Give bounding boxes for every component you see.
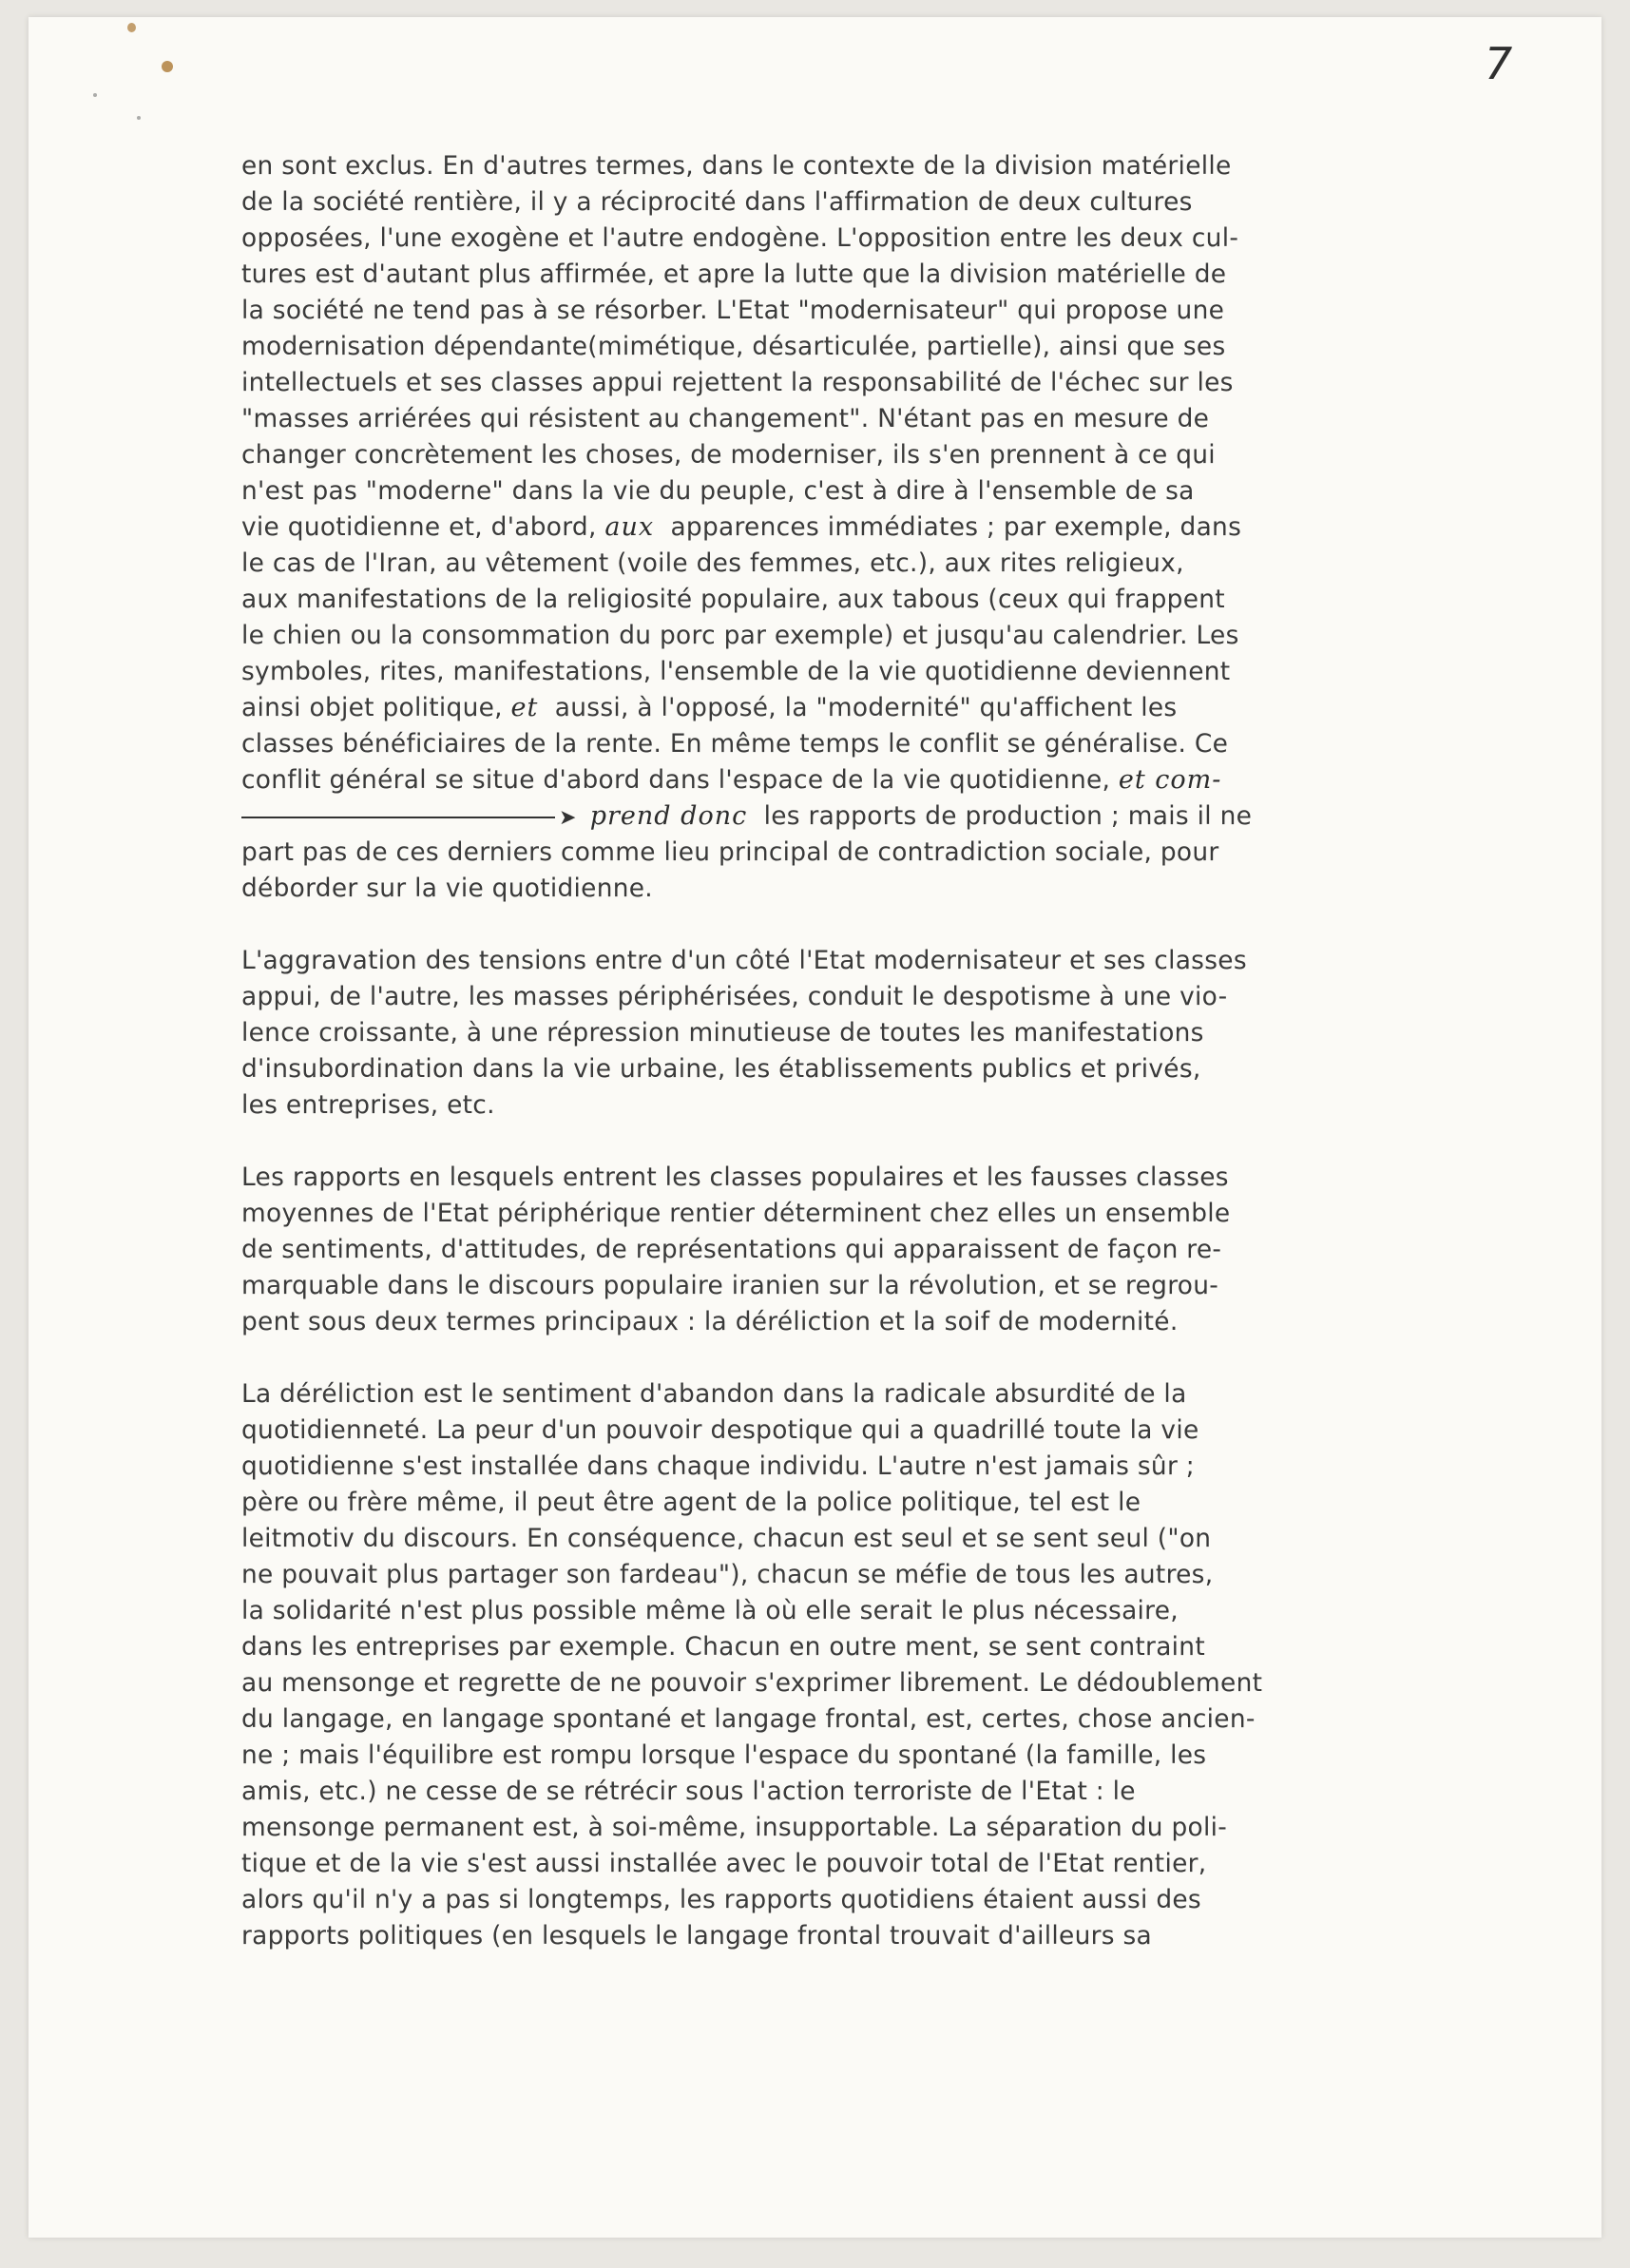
text-line: la société ne tend pas à se résorber. L'Etat "modernisateur" qui propose une bbox=[241, 296, 1225, 325]
text-line: ne pouvait plus partager son fardeau"), chacun se méfie de tous les autres, bbox=[241, 1560, 1214, 1589]
text-line: le chien ou la consommation du porc par exemple) et jusqu'au calendrier. Les bbox=[241, 621, 1239, 650]
text-line: Les rapports en lesquels entrent les classes populaires et les fausses classes bbox=[241, 1163, 1229, 1192]
text-line: "masses arriérées qui résistent au changement". N'étant pas en mesure de bbox=[241, 404, 1210, 433]
stain-mark bbox=[93, 93, 97, 97]
stain-mark bbox=[162, 61, 173, 72]
text-line: leitmotiv du discours. En conséquence, chacun est seul et se sent seul ("on bbox=[241, 1524, 1212, 1553]
text-line: tique et de la vie s'est aussi installée avec le pouvoir total de l'Etat rentier, bbox=[241, 1849, 1207, 1878]
text-line: vie quotidienne et, d'abord, aux apparences immédiates ; par exemple, dans bbox=[241, 512, 1242, 542]
text-line: conflit général se situe d'abord dans l'espace de la vie quotidienne, et com- bbox=[241, 765, 1222, 795]
text-line: déborder sur la vie quotidienne. bbox=[241, 874, 653, 903]
page-number: 7 bbox=[1485, 38, 1513, 89]
text-line: tures est d'autant plus affirmée, et apre la lutte que la division matérielle de bbox=[241, 259, 1227, 289]
paragraph-gap bbox=[241, 1124, 1572, 1160]
paragraph bbox=[241, 1160, 1572, 1340]
text-line: alors qu'il n'y a pas si longtemps, les rapports quotidiens étaient aussi des bbox=[241, 1885, 1201, 1914]
paragraph bbox=[241, 148, 1572, 509]
text-line: au mensonge et regrette de ne pouvoir s'exprimer librement. Le dédoublement bbox=[241, 1668, 1263, 1698]
text-line: ne ; mais l'équilibre est rompu lorsque l'espace du spontané (la famille, les bbox=[241, 1740, 1207, 1770]
paragraph bbox=[241, 835, 1572, 907]
text-line: du langage, en langage spontané et langage frontal, est, certes, chose ancien- bbox=[241, 1704, 1256, 1734]
handwritten-insertion: prend donc bbox=[589, 801, 748, 831]
text-line: intellectuels et ses classes appui rejettent la responsabilité de l'échec sur les bbox=[241, 368, 1234, 397]
text-line: dans les entreprises par exemple. Chacun en outre ment, se sent contraint bbox=[241, 1632, 1205, 1662]
text-line: de la société rentière, il y a réciprocité dans l'affirmation de deux cultures bbox=[241, 187, 1193, 217]
text-line: la solidarité n'est plus possible même là où elle serait le plus nécessaire, bbox=[241, 1596, 1179, 1625]
handwritten-insertion: aux bbox=[604, 512, 655, 542]
text-line: marquable dans le discours populaire iranien sur la révolution, et se regrou- bbox=[241, 1271, 1219, 1300]
text-line: lence croissante, à une répression minutieuse de toutes les manifestations bbox=[241, 1018, 1204, 1048]
text-line: quotidienne s'est installée dans chaque individu. L'autre n'est jamais sûr ; bbox=[241, 1451, 1195, 1481]
paragraph-gap bbox=[241, 907, 1572, 943]
arrow-line bbox=[241, 817, 555, 818]
text-line: L'aggravation des tensions entre d'un côté l'Etat modernisateur et ses classes bbox=[241, 946, 1247, 975]
paragraph bbox=[241, 1376, 1572, 1954]
text-line: modernisation dépendante(mimétique, désarticulée, partielle), ainsi que ses bbox=[241, 332, 1226, 361]
text-line: ➤ prend donc les rapports de production ; mais il ne bbox=[241, 798, 1572, 835]
text-line: symboles, rites, manifestations, l'ensemble de la vie quotidienne deviennent bbox=[241, 657, 1231, 686]
text-line: opposées, l'une exogène et l'autre endogène. L'opposition entre les deux cul- bbox=[241, 223, 1239, 253]
text-line: ainsi objet politique, et aussi, à l'opposé, la "modernité" qu'affichent les bbox=[241, 693, 1178, 722]
text-line: classes bénéficiaires de la rente. En même temps le conflit se généralise. Ce bbox=[241, 729, 1229, 759]
text-line: de sentiments, d'attitudes, de représentations qui apparaissent de façon re- bbox=[241, 1235, 1222, 1264]
text-line: d'insubordination dans la vie urbaine, les établissements publics et privés, bbox=[241, 1054, 1201, 1084]
text-line: le cas de l'Iran, au vêtement (voile des femmes, etc.), aux rites religieux, bbox=[241, 548, 1184, 578]
text-line: rapports politiques (en lesquels le langage frontal trouvait d'ailleurs sa bbox=[241, 1921, 1153, 1951]
text-line: appui, de l'autre, les masses périphérisées, conduit le despotisme à une vio- bbox=[241, 982, 1228, 1011]
paragraph bbox=[241, 546, 1572, 690]
text-line: moyennes de l'Etat périphérique rentier déterminent chez elles un ensemble bbox=[241, 1199, 1231, 1228]
stain-mark bbox=[127, 23, 136, 32]
text-line: quotidienneté. La peur d'un pouvoir despotique qui a quadrillé toute la vie bbox=[241, 1415, 1199, 1445]
text-line: La déréliction est le sentiment d'abandon dans la radicale absurdité de la bbox=[241, 1379, 1187, 1409]
stain-mark bbox=[137, 116, 141, 120]
paragraph bbox=[241, 943, 1572, 1124]
arrow-right-icon: ➤ bbox=[559, 806, 577, 830]
text-line: pent sous deux termes principaux : la déréliction et la soif de modernité. bbox=[241, 1307, 1179, 1336]
text-line: part pas de ces derniers comme lieu principal de contradiction sociale, pour bbox=[241, 837, 1219, 867]
text-line: changer concrètement les choses, de moderniser, ils s'en prennent à ce qui bbox=[241, 440, 1216, 470]
text-line: n'est pas "moderne" dans la vie du peuple, c'est à dire à l'ensemble de sa bbox=[241, 476, 1195, 506]
document-body bbox=[241, 148, 1572, 1954]
text-line: les entreprises, etc. bbox=[241, 1090, 495, 1120]
text-line: père ou frère même, il peut être agent de la police politique, tel est le bbox=[241, 1488, 1141, 1517]
text-line: amis, etc.) ne cesse de se rétrécir sous l'action terroriste de l'Etat : le bbox=[241, 1777, 1136, 1806]
paragraph-gap bbox=[241, 1340, 1572, 1376]
text-line: mensonge permanent est, à soi-même, insupportable. La séparation du poli- bbox=[241, 1813, 1228, 1842]
handwritten-insertion: et bbox=[510, 693, 539, 722]
text-line: aux manifestations de la religiosité populaire, aux tabous (ceux qui frappent bbox=[241, 585, 1225, 614]
text-line: en sont exclus. En d'autres termes, dans le contexte de la division matérielle bbox=[241, 151, 1232, 181]
paragraph bbox=[241, 726, 1572, 762]
handwritten-insertion: et com- bbox=[1118, 765, 1222, 795]
